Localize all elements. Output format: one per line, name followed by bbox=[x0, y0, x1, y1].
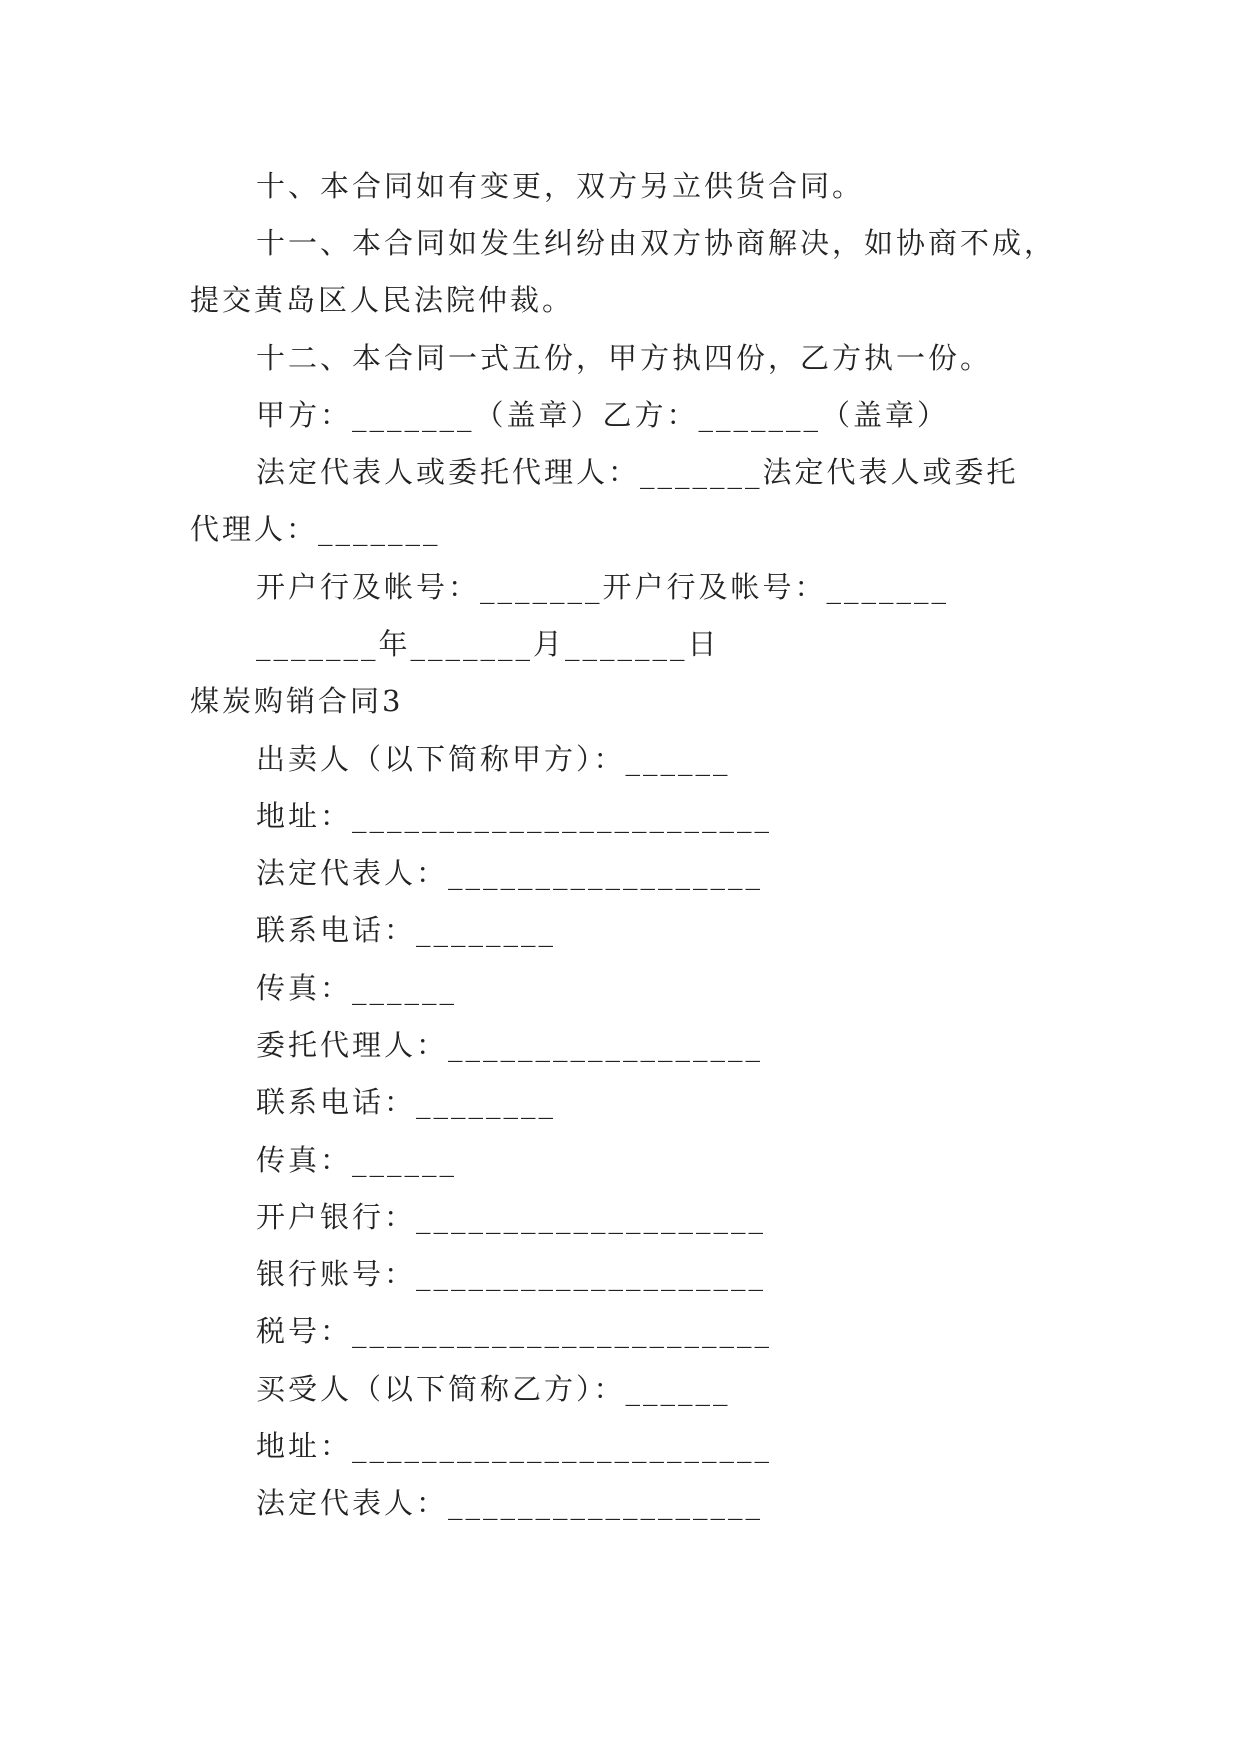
seller-phone-field: 联系电话：________ bbox=[256, 913, 557, 947]
seller-bank-field: 开户银行：____________________ bbox=[256, 1200, 767, 1234]
clause-11: 十一、本合同如发生纠纷由双方协商解决，如协商不成， bbox=[256, 226, 1057, 260]
seller-agent-field: 委托代理人：__________________ bbox=[256, 1028, 764, 1062]
seller-agent-fax-field: 传真：______ bbox=[256, 1143, 458, 1177]
buyer-legal-rep-field: 法定代表人：__________________ bbox=[256, 1486, 764, 1520]
seller-field: 出卖人（以下简称甲方）：______ bbox=[256, 742, 731, 776]
buyer-address-field: 地址：________________________ bbox=[256, 1429, 773, 1463]
signature-parties: 甲方：_______（盖章）乙方：_______（盖章） bbox=[256, 398, 950, 432]
seller-address-field: 地址：________________________ bbox=[256, 799, 773, 833]
seller-legal-rep-field: 法定代表人：__________________ bbox=[256, 856, 764, 890]
bank-accounts: 开户行及帐号：_______开户行及帐号：_______ bbox=[256, 570, 950, 604]
section-title: 煤炭购销合同3 bbox=[190, 684, 404, 718]
clause-12: 十二、本合同一式五份，甲方执四份，乙方执一份。 bbox=[256, 341, 993, 375]
seller-agent-phone-field: 联系电话：________ bbox=[256, 1085, 557, 1119]
legal-representatives-continued: 代理人：_______ bbox=[190, 512, 441, 546]
legal-representatives: 法定代表人或委托代理人：_______法定代表人或委托 bbox=[256, 455, 1019, 489]
clause-11-continued: 提交黄岛区人民法院仲裁。 bbox=[190, 283, 575, 317]
seller-account-field: 银行账号：____________________ bbox=[256, 1257, 767, 1291]
clause-10: 十、本合同如有变更，双方另立供货合同。 bbox=[256, 169, 865, 203]
signing-date: _______年_______月_______日 bbox=[256, 627, 720, 661]
seller-fax-field: 传真：______ bbox=[256, 971, 458, 1005]
seller-tax-id-field: 税号：________________________ bbox=[256, 1314, 773, 1348]
buyer-field: 买受人（以下简称乙方）：______ bbox=[256, 1372, 731, 1406]
